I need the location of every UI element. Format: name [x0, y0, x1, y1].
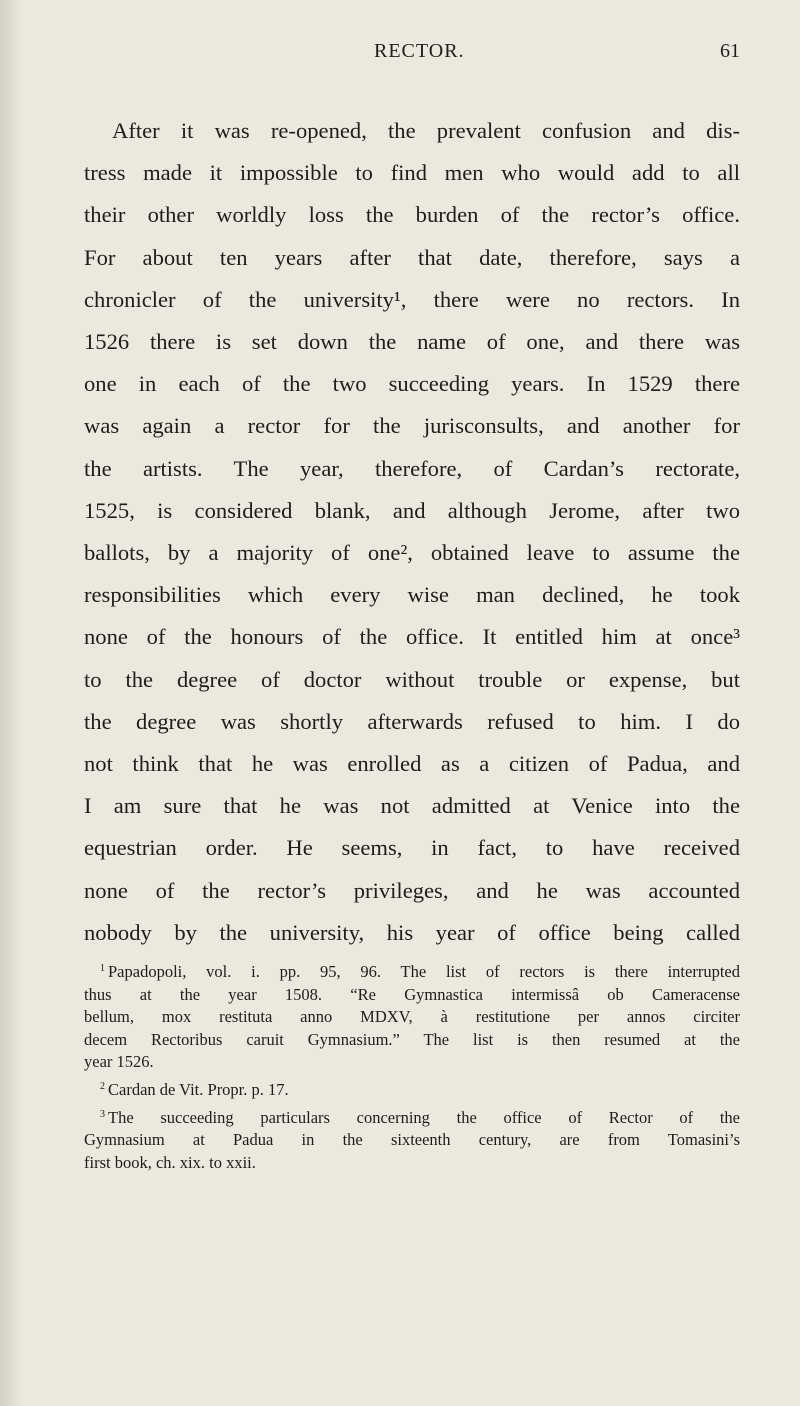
text-line: to the degree of doctor without trouble or expense, but	[84, 666, 740, 692]
text-line: tress made it impossible to find men who would add to all	[84, 160, 740, 186]
body-text	[84, 110, 740, 954]
footnote-marker: 1	[100, 963, 105, 975]
text-line: I am sure that he was not admitted at Venice into the	[84, 793, 740, 819]
text-line: responsibilities which every wise man declined, he took	[84, 582, 740, 608]
text-line: was again a rector for the jurisconsults, and another for	[84, 413, 740, 439]
footnote-2	[84, 1076, 740, 1102]
binding-shadow	[0, 0, 22, 1406]
text-line: the artists. The year, therefore, of Cardan’s rectorate,	[84, 455, 740, 481]
footnote-line: Gymnasium at Padua in the sixteenth century, are from Tomasini’s	[84, 1130, 740, 1150]
text-line: ballots, by a majority of one², obtained leave to assume the	[84, 540, 740, 566]
page-header	[84, 40, 740, 84]
text-line: none of the rector’s privileges, and he was accounted	[84, 877, 740, 903]
page-number: 61	[720, 40, 740, 62]
footnote-line	[84, 1104, 740, 1130]
footnote-3	[84, 1104, 740, 1175]
running-head: RECTOR.	[374, 40, 465, 62]
footnote-marker: 2	[100, 1081, 105, 1093]
text-line: none of the honours of the office. It entitled him at once³	[84, 624, 740, 650]
text-line: not think that he was enrolled as a citizen of Padua, and	[84, 751, 740, 777]
text-line: chronicler of the university¹, there were no rectors. In	[84, 286, 740, 312]
footnote-line: bellum, mox restituta anno MDXV, à restitutione per annos circiter	[84, 1007, 740, 1027]
footnotes	[84, 958, 740, 1174]
text-line: For about ten years after that date, therefore, says a	[84, 244, 740, 270]
text-line: one in each of the two succeeding years. In 1529 there	[84, 371, 740, 397]
text-line: 1526 there is set down the name of one, and there was	[84, 329, 740, 355]
text-line: nobody by the university, his year of office being called	[84, 919, 740, 945]
footnote-text: Papadopoli, vol. i. pp. 95, 96. The list of rectors is there interrupted	[108, 962, 740, 982]
footnote-line: thus at the year 1508. “Re Gymnastica intermissâ ob Cameracense	[84, 984, 740, 1004]
text-line: their other worldly loss the burden of the rector’s office.	[84, 202, 740, 228]
text-line: equestrian order. He seems, in fact, to have received	[84, 835, 740, 861]
footnote-line: decem Rectoribus caruit Gymnasium.” The list is then resumed at the	[84, 1029, 740, 1049]
footnote-line	[84, 958, 740, 984]
text-line: the degree was shortly afterwards refused to him. I do	[84, 708, 740, 734]
footnote-text: The succeeding particulars concerning the office of Rector of the	[108, 1107, 740, 1127]
footnote-line: year 1526.	[84, 1052, 154, 1072]
footnote-1	[84, 958, 740, 1074]
text-line: After it was re-opened, the prevalent confusion and dis-	[112, 118, 740, 143]
text-line: 1525, is considered blank, and although Jerome, after two	[84, 497, 740, 523]
footnote-text: Cardan de Vit. Propr. p. 17.	[108, 1080, 289, 1100]
footnote-line: first book, ch. xix. to xxii.	[84, 1152, 256, 1172]
footnote-line	[84, 1076, 740, 1102]
footnote-marker: 3	[100, 1108, 105, 1120]
